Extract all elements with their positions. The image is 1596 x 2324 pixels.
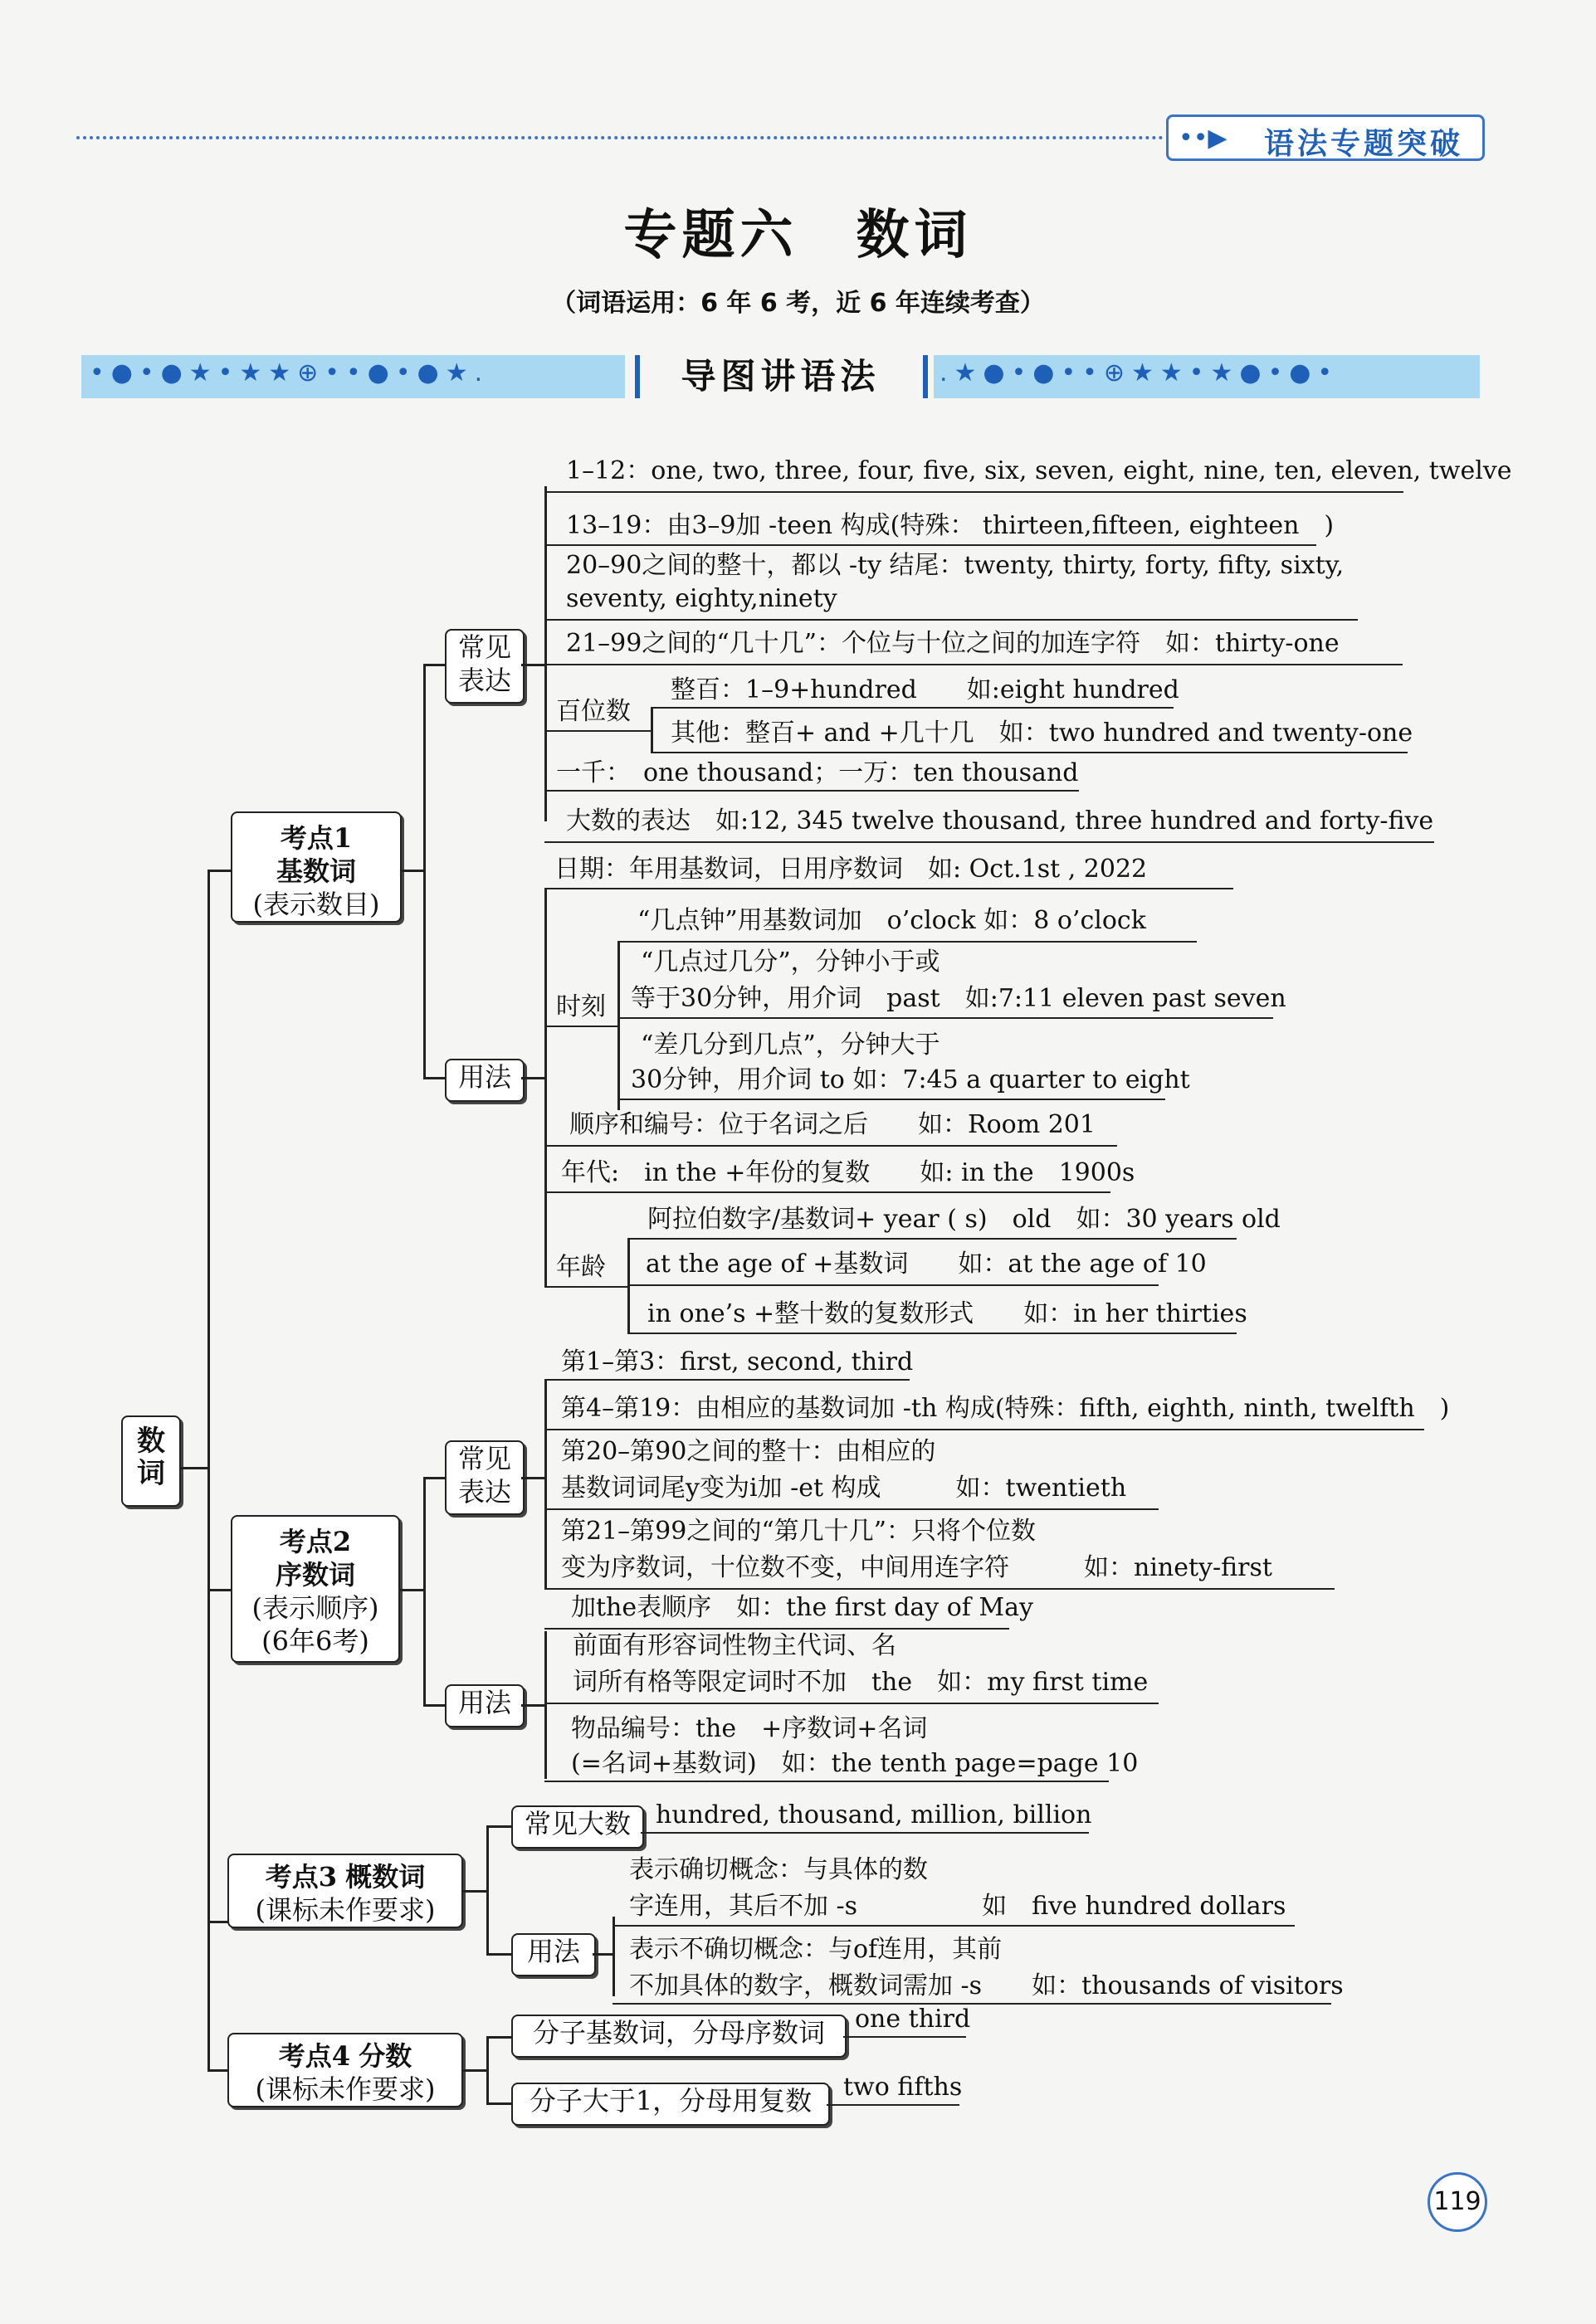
text-line: 大数的表达 如:12, 345 twelve thousand, three hundred and forty-five bbox=[566, 806, 1434, 836]
page-title: 专题六 数词 bbox=[623, 205, 973, 266]
root-node bbox=[121, 1415, 181, 1507]
arrow-icon: ••▶ bbox=[1179, 124, 1228, 153]
underline bbox=[544, 888, 1233, 889]
point4-branch2-label: 分子大于1，分母用复数 bbox=[529, 2085, 813, 2117]
text-line: 时刻 bbox=[556, 992, 606, 1021]
connector bbox=[423, 1477, 426, 1706]
connector bbox=[617, 941, 620, 1110]
text-line: 年代: in the +年份的复数 如: in the 1900s bbox=[561, 1158, 1135, 1187]
point1-common-node bbox=[445, 629, 525, 704]
banner-title: 导图讲语法 bbox=[681, 356, 881, 397]
point3-node bbox=[227, 1854, 463, 1928]
point4-branch1-label: 分子基数词，分母序数词 bbox=[532, 2017, 825, 2049]
text-line: 加the表顺序 如：the first day of May bbox=[571, 1593, 1033, 1622]
underline bbox=[613, 1925, 1295, 1927]
underline bbox=[544, 790, 1079, 792]
underline bbox=[544, 1286, 627, 1288]
connector bbox=[521, 1477, 546, 1479]
underline bbox=[627, 1238, 1237, 1240]
point1-usage-label: 用法 bbox=[457, 1061, 511, 1093]
underline bbox=[627, 1284, 1159, 1286]
text-line: “几点钟”用基数词加 o’clock 如：8 o’clock bbox=[637, 906, 1146, 935]
text-line: 一千： one thousand；一万：ten thousand bbox=[556, 758, 1079, 787]
text-line: 基数词词尾y变为i加 -et 构成 如：twentieth bbox=[561, 1474, 1127, 1503]
point2-note: (表示顺序) bbox=[251, 1592, 379, 1624]
connector bbox=[521, 1077, 546, 1079]
underline bbox=[544, 619, 1358, 621]
connector bbox=[402, 870, 425, 872]
page-subtitle: （词语运用：6 年 6 考，近 6 年连续考查） bbox=[551, 289, 1045, 318]
text-line: 30分钟，用介词 to 如：7:45 a quarter to eight bbox=[631, 1065, 1190, 1094]
text-line: 变为序数词，十位数不变，中间用连字符 如：ninety-first bbox=[561, 1553, 1272, 1582]
underline bbox=[544, 1026, 619, 1027]
root-label: 数词 bbox=[137, 1425, 165, 1491]
underline bbox=[544, 730, 652, 732]
underline bbox=[617, 1099, 1165, 1100]
point2-usage-label: 用法 bbox=[457, 1687, 511, 1718]
connector bbox=[544, 486, 547, 821]
point1-common-label: 常见表达 bbox=[457, 631, 511, 696]
point1-usage-node bbox=[445, 1059, 525, 1102]
point3-usage-node bbox=[511, 1933, 596, 1976]
connector bbox=[521, 664, 546, 666]
connector bbox=[486, 1825, 511, 1828]
connector bbox=[593, 1953, 614, 1956]
section-tag-label: 语法专题突破 bbox=[1264, 127, 1464, 161]
text-line: at the age of +基数词 如：at the age of 10 bbox=[646, 1250, 1207, 1279]
connector bbox=[486, 2036, 489, 2104]
underline bbox=[544, 491, 1403, 493]
header-dotted-line bbox=[76, 136, 1164, 139]
star-dot-decoration-icon: .★●•●••⊕★★•★●•●• bbox=[940, 358, 1340, 387]
underline bbox=[617, 941, 1197, 943]
connector bbox=[544, 1379, 547, 1590]
connector bbox=[463, 1890, 488, 1893]
connector bbox=[400, 1589, 425, 1591]
trunk-line bbox=[181, 1467, 209, 1469]
text-line: 词所有格等限定词时不加 the 如：my first time bbox=[573, 1668, 1149, 1697]
underline bbox=[651, 707, 1174, 709]
text-line: two fifths bbox=[843, 2073, 963, 2102]
text-line: 年龄 bbox=[556, 1253, 606, 1282]
text-line: 字连用，其后不加 -s 如 five hundred dollars bbox=[629, 1892, 1286, 1921]
point3-note: (课标未作要求) bbox=[255, 1894, 436, 1926]
underline bbox=[627, 1333, 1237, 1334]
connector bbox=[423, 1077, 445, 1079]
connector bbox=[613, 1917, 615, 1996]
underline bbox=[651, 752, 1408, 753]
point4-note: (课标未作要求) bbox=[255, 2073, 436, 2105]
point1-name: 考点1 bbox=[280, 822, 353, 854]
text-line: 表示不确切概念：与of连用，其前 bbox=[629, 1935, 1003, 1964]
point2-usage-node bbox=[445, 1684, 525, 1727]
text-line: hundred, thousand, million, billion bbox=[656, 1800, 1092, 1829]
point1-note: (表示数目) bbox=[252, 889, 380, 920]
connector bbox=[544, 888, 547, 1286]
connector bbox=[544, 1631, 547, 1779]
underline bbox=[827, 2104, 959, 2106]
point4-node bbox=[227, 2033, 463, 2107]
underline bbox=[617, 1017, 1273, 1019]
text-line: one third bbox=[855, 2005, 971, 2034]
underline bbox=[613, 2003, 1331, 2005]
point4-branch1-node bbox=[511, 2015, 847, 2058]
text-line: 1–12：one, two, three, four, five, six, seven, eight, nine, ten, eleven, twelve bbox=[566, 456, 1512, 485]
point2-common-label: 常见表达 bbox=[457, 1443, 511, 1508]
connector bbox=[423, 1477, 445, 1479]
connector bbox=[627, 1238, 630, 1334]
point2-name: 考点2 bbox=[279, 1526, 352, 1557]
underline bbox=[544, 841, 1434, 843]
underline bbox=[544, 1191, 1110, 1193]
text-line: 表示确切概念：与具体的数 bbox=[629, 1855, 928, 1884]
text-line: 日期：年用基数词，日用序数词 如: Oct.1st , 2022 bbox=[554, 855, 1148, 884]
point1-node bbox=[231, 811, 402, 923]
underline bbox=[544, 1628, 1009, 1630]
connector bbox=[486, 1825, 489, 1955]
underline bbox=[641, 1832, 1089, 1834]
underline bbox=[544, 1429, 1424, 1430]
connector bbox=[423, 1704, 445, 1707]
underline bbox=[544, 544, 1316, 546]
trunk-line bbox=[207, 1589, 231, 1591]
section-tag bbox=[1166, 114, 1485, 161]
underline bbox=[544, 1703, 1159, 1704]
point2-common-node bbox=[445, 1440, 525, 1515]
connector bbox=[486, 2102, 511, 2105]
connector bbox=[423, 664, 426, 1079]
underline bbox=[843, 2036, 966, 2038]
underline bbox=[544, 1379, 910, 1381]
text-line: seventy, eighty,ninety bbox=[566, 584, 837, 613]
point3-title: 概数词 bbox=[345, 1861, 426, 1893]
page-number: 119 bbox=[1428, 2172, 1487, 2232]
text-line: 前面有形容词性物主代词、名 bbox=[573, 1631, 896, 1660]
trunk-line bbox=[207, 870, 231, 872]
text-line: 20–90之间的整十，都以 -ty 结尾：twenty, thirty, forty, fifty, sixty, bbox=[566, 551, 1345, 580]
text-line: 不加具体的数字，概数词需加 -s 如：thousands of visitors bbox=[629, 1971, 1344, 2000]
point2-note2: (6年6考) bbox=[261, 1625, 369, 1657]
text-line: 其他：整百+ and +几十几 如：two hundred and twenty-one bbox=[671, 719, 1413, 748]
connector bbox=[651, 707, 653, 753]
point2-title: 序数词 bbox=[275, 1559, 355, 1591]
connector bbox=[423, 664, 445, 666]
underline bbox=[544, 664, 1403, 665]
connector bbox=[463, 2069, 488, 2072]
connector bbox=[486, 2036, 511, 2039]
underline bbox=[544, 1508, 1159, 1510]
text-line: 第21–第99之间的“第几十几”：只将个位数 bbox=[561, 1517, 1037, 1546]
point4-name: 考点4 bbox=[278, 2040, 351, 2072]
text-line: 百位数 bbox=[556, 697, 631, 726]
point2-node bbox=[231, 1515, 400, 1663]
point1-title: 基数词 bbox=[276, 855, 356, 887]
text-line: in one’s +整十数的复数形式 如：in her thirties bbox=[647, 1299, 1247, 1328]
underline bbox=[544, 1588, 1335, 1590]
point4-branch2-node bbox=[511, 2083, 830, 2126]
point4-title: 分数 bbox=[359, 2040, 412, 2072]
connector bbox=[486, 1953, 511, 1956]
text-line: “差几分到几点”，分钟大于 bbox=[641, 1030, 940, 1060]
text-line: 21–99之间的“几十几”：个位与十位之间的加连字符 如：thirty-one bbox=[566, 629, 1340, 658]
connector bbox=[521, 1704, 546, 1707]
text-line: 等于30分钟，用介词 past 如:7:11 eleven past seven bbox=[631, 984, 1286, 1013]
text-line: 13–19：由3–9加 -teen 构成(特殊： thirteen,fifteen, eighteen ) bbox=[566, 511, 1335, 540]
text-line: “几点过几分”，分钟小于或 bbox=[641, 948, 940, 977]
underline bbox=[544, 1145, 1117, 1147]
text-line: 第20–第90之间的整十：由相应的 bbox=[561, 1437, 936, 1466]
text-line: 第1–第3：first, second, third bbox=[561, 1347, 914, 1376]
text-line: 顺序和编号：位于名词之后 如：Room 201 bbox=[569, 1110, 1096, 1139]
text-line: 物品编号：the +序数词+名词 bbox=[571, 1714, 928, 1743]
text-line: (=名词+基数词) 如：the tenth page=page 10 bbox=[571, 1749, 1139, 1778]
point3-name: 考点3 bbox=[265, 1861, 338, 1893]
text-line: 第4–第19：由相应的基数词加 -th 构成(特殊：fifth, eighth, ninth, twelfth ) bbox=[561, 1394, 1450, 1423]
text-line: 阿拉伯数字/基数词+ year ( s) old 如：30 years old bbox=[647, 1205, 1281, 1234]
point3-usage-label: 用法 bbox=[526, 1936, 580, 1967]
underline bbox=[544, 1781, 1109, 1782]
text-line: 整百：1–9+hundred 如:eight hundred bbox=[671, 675, 1179, 704]
point3-common-node bbox=[511, 1805, 644, 1849]
trunk-line bbox=[207, 870, 210, 2071]
point3-common-label: 常见大数 bbox=[524, 1808, 631, 1839]
star-dot-decoration-icon: •●•●★•★★⊕••●•●★. bbox=[90, 358, 490, 387]
